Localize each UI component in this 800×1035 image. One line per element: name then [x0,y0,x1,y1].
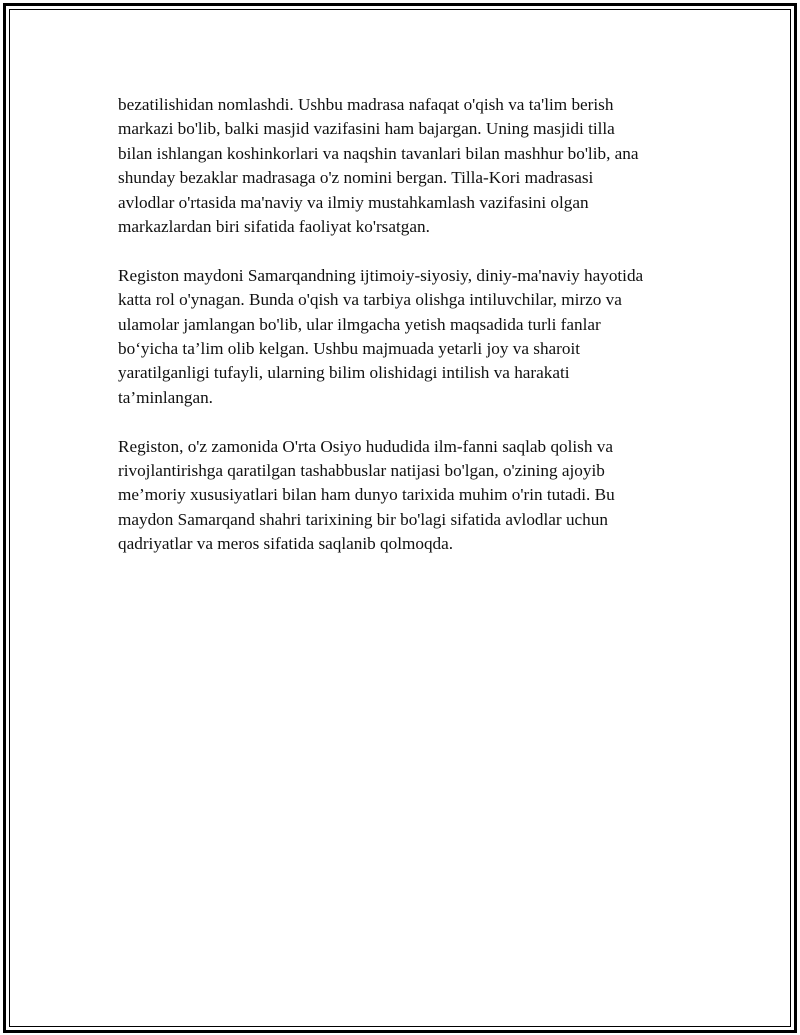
paragraph-2 [118,264,698,410]
text-line: avlodlar o'rtasida ma'naviy va ilmiy mustahkamlash vazifasini olgan [118,192,589,212]
text-line: markazlardan biri sifatida faoliyat ko'rsatgan. [118,217,430,237]
paragraph-3 [118,435,698,557]
text-line: yaratilganligi tufayli, ularning bilim olishidagi intilish va harakati [118,363,570,383]
text-line: ta’minlangan. [118,387,213,407]
text-line: Registon maydoni Samarqandning ijtimoiy-siyosiy, diniy-ma'naviy hayotida [118,265,644,285]
text-line: rivojlantirishga qaratilgan tashabbuslar natijasi bo'lgan, o'zining ajoyib [118,461,605,481]
text-line: bilan ishlangan koshinkorlari va naqshin tavanlari bilan mashhur bo'lib, ana [118,143,639,163]
text-line: maydon Samarqand shahri tarixining bir bo'lagi sifatida avlodlar uchun [118,509,608,529]
text-line: katta rol o'ynagan. Bunda o'qish va tarbiya olishga intiluvchilar, mirzo va [118,290,622,310]
text-line: me’moriy xususiyatlari bilan ham dunyo tarixida muhim o'rin tutadi. Bu [118,485,615,505]
text-line: bezatilishidan nomlashdi. Ushbu madrasa nafaqat o'qish va ta'lim berish [118,95,614,114]
document-body [118,93,698,581]
text-line: markazi bo'lib, balki masjid vazifasini ham bajargan. Uning masjidi tilla [118,119,615,139]
text-line: Registon, o'z zamonida O'rta Osiyo hududida ilm-fanni saqlab qolish va [118,436,613,456]
text-line: ulamolar jamlangan bo'lib, ular ilmgacha yetish maqsadida turli fanlar [118,314,601,334]
text-line: qadriyatlar va meros sifatida saqlanib qolmoqda. [118,534,454,554]
text-line: bo‘yicha ta’lim olib kelgan. Ushbu majmuada yetarli joy va sharoit [118,339,581,359]
text-line: shunday bezaklar madrasaga o'z nomini bergan. Tilla-Kori madrasasi [118,168,594,188]
paragraph-1 [118,93,698,239]
